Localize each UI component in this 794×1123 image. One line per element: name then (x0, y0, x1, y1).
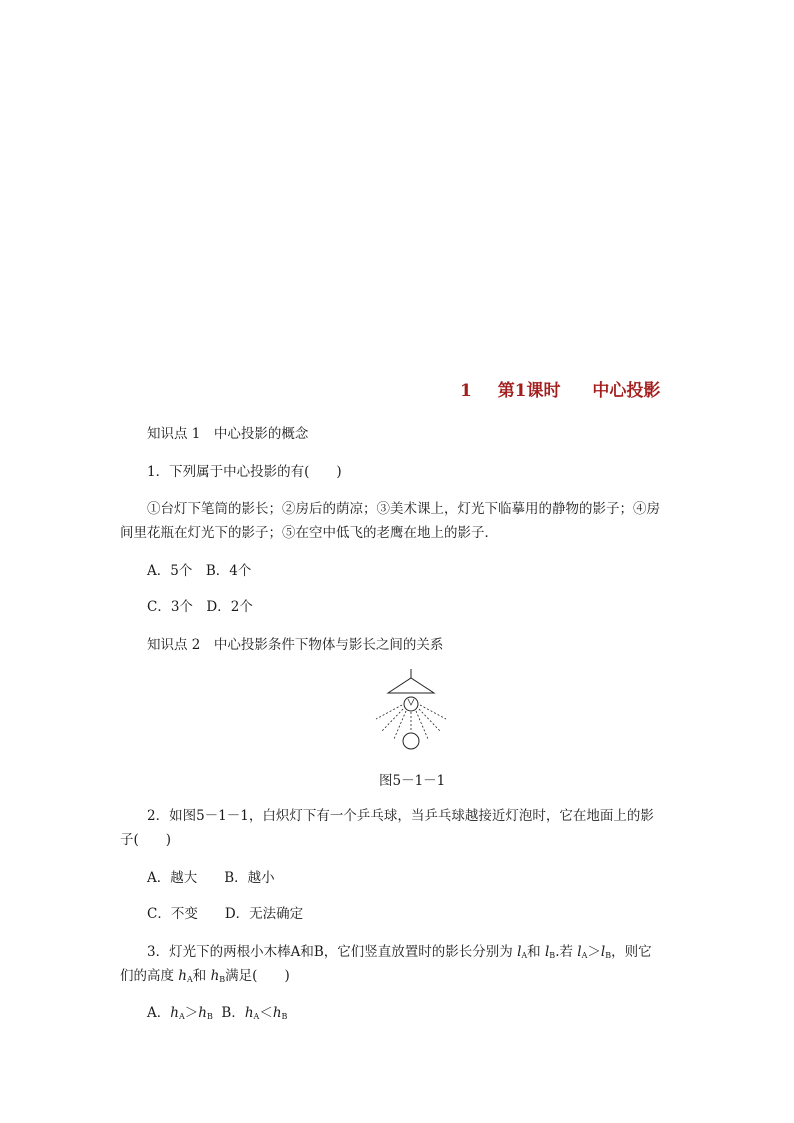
lamp-and-ball-icon (372, 669, 450, 751)
title-number: 1 (460, 381, 472, 401)
question-3-stem-line1: 3．灯光下的两根小木棒A和B，它们竖直放置时的影长分别为 $l_A$和 $l_B$.若 $l_A>l_B$，则它 (147, 944, 652, 960)
question-2-options-line1: A．越大 B．越小 (147, 870, 275, 886)
question-1-options-line1: A．5个 B．4个 (147, 563, 252, 579)
lesson-title (460, 376, 660, 401)
title-lesson: 第1课时 (497, 381, 561, 401)
title-topic: 中心投影 (592, 381, 661, 401)
question-2-options-line2: C．不变 D．无法确定 (147, 906, 304, 922)
question-1-stem: 1．下列属于中心投影的有( ) (147, 464, 342, 480)
question-2-stem-line1: 2．如图5－1－1，白炽灯下有一个乒乓球，当乒乓球越接近灯泡时，它在地面上的影 (147, 808, 654, 824)
figure-caption: 图5－1－1 (379, 773, 446, 789)
question-1-items-line2: 间里花瓶在灯光下的影子；⑤在空中低飞的老鹰在地上的影子． (120, 525, 498, 541)
question-3-options: A．$h_A>h_B$ B．$h_A<h_B$ (147, 1005, 288, 1021)
section-1-heading: 知识点 1 中心投影的概念 (147, 426, 309, 442)
section-2-heading: 知识点 2 中心投影条件下物体与影长之间的关系 (147, 637, 444, 653)
question-2-stem-line2: 子( ) (120, 832, 172, 848)
question-1-options-line2: C．3个 D．2个 (147, 599, 253, 615)
question-1-items-line1: ①台灯下笔筒的影长；②房后的荫凉；③美术课上，灯光下临摹用的静物的影子；④房 (147, 501, 660, 517)
question-3-stem-line2: 们的高度 $h_A$和 $h_B$满足( ) (120, 968, 290, 984)
